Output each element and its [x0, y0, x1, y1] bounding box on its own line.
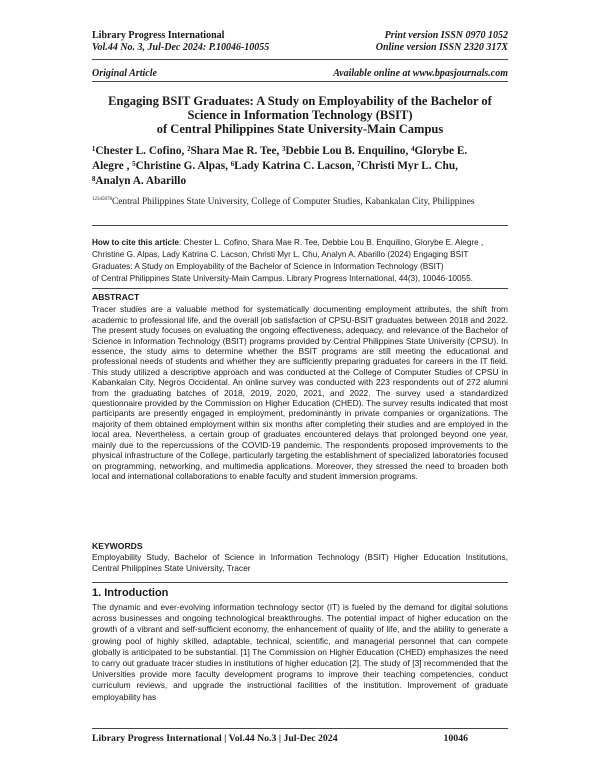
author-line: ⁸Analyn A. Abarillo: [92, 175, 187, 187]
keywords-text: Employability Study, Bachelor of Science in Information Technology (BSIT) Higher Education Institutions, Central Philippines State University, Tracer: [92, 552, 508, 573]
footer: [92, 733, 508, 744]
intro-heading: 1. Introduction: [92, 587, 169, 599]
issue-info: Vol.44 No. 3, Jul-Dec 2024: P.10046-10055: [92, 42, 270, 53]
citation-line: : Chester L. Cofino, Shara Mae R. Tee, Debbie Lou B. Enquilino, Glorybe E. Alegre ,: [178, 238, 484, 247]
keywords-rule: [92, 582, 508, 583]
affiliation-sup: 12345678: [92, 197, 112, 202]
author-line: ¹Chester L. Cofino, ²Shara Mae R. Tee, ³Debbie Lou B. Enquilino, ⁴Glorybe E.: [92, 145, 468, 157]
available-online: Available online at www.bpasjournals.com: [333, 68, 508, 79]
abstract-heading: ABSTRACT: [92, 292, 140, 302]
footer-journal: Library Progress International | Vol.44 No.3 | Jul-Dec 2024: [92, 733, 338, 744]
author-list: [92, 144, 508, 189]
meta-rule: [92, 81, 508, 82]
page-title: [92, 94, 508, 136]
intro-text: The dynamic and ever-evolving information technology sector (IT) is fueled by the demand for digital solutions across businesses and ongoing technological breakthroughs. The potential impact of higher education on the growth of a vibrant and self-sufficient economy, the enhancement of quality of life, and the ability to generate a growing pool of highly skilled, adaptable, technical, scientific, and managerial personnel that can compete globally is anticipated to be substantial. [1] The Commission on Higher Education (CHED) emphasizes the need to carry out graduate tracer studies in institutions of higher education [2]. The study of [3] recommended that the Universities provide more faculty development programs to improve their teaching competencies, conduct curriculum reviews, and upgrade the instructional facilities of the institution. Improvement of graduate employability has: [92, 602, 508, 702]
citation: [92, 237, 508, 285]
citation-line: Christine G. Alpas, Lady Katrina C. Lacson, Christi Myr L. Chu, Analyn A. Abarillo (2024) Engaging BSIT: [92, 250, 469, 259]
author-line: Alegre , ⁵Christine G. Alpas, ⁶Lady Katrina C. Lacson, ⁷Christi Myr L. Chu,: [92, 160, 458, 172]
keywords-heading: KEYWORDS: [92, 541, 143, 551]
title-line: Engaging BSIT Graduates: A Study on Employability of the Bachelor of: [108, 94, 492, 108]
citation-label: How to cite this article: [92, 238, 179, 247]
journal-name: Library Progress International: [92, 30, 225, 41]
online-issn: Online version ISSN 2320 317X: [375, 42, 508, 53]
footer-rule: [92, 728, 508, 729]
abstract: [92, 292, 508, 481]
title-line: Science in Information Technology (BSIT): [187, 108, 413, 122]
affiliation: [92, 197, 508, 207]
affiliation-text: Central Philippines State University, College of Computer Studies, Kabankalan City, Philippines: [112, 197, 475, 208]
print-issn: Print version ISSN 0970 1052: [384, 30, 508, 41]
header-rule: [92, 59, 508, 60]
affiliation-rule: [92, 225, 508, 226]
citation-line: of Central Philippines State University-Main Campus. Library Progress International, 44(3), 10046-10055.: [92, 274, 473, 283]
abstract-text: Tracer studies are a valuable method for systematically documenting employment attributes, the shift from academic to professional life, and the overall job satisfaction of CPSU-BSIT graduates between 2018 and 2022. The present study focuses on evaluating the ongoing effectiveness, adequacy, and relevance of the Bachelor of Science in Information Technology (BSIT) programs provided by Central Philippines State University (CPSU). In essence, the study aims to determine whether the BSIT programs are still meeting the educational and professional needs of students and whether they are sufficiently preparing graduates for careers in the IT field. This study utilized a descriptive approach and was conducted at the College of Computer Studies of CPSU in Kabankalan City, Negros Occidental. An online survey was conducted with 223 respondents out of 272 alumni from the graduating batches of 2018, 2019, 2020, 2021, and 2022. The survey used a standardized questionnaire provided by the Commission on Higher Education (CHED). The survey results indicated that most participants are presently engaged in employment, predominantly in private companies or organizations. The majority of them obtained employment within six months after completing their studies and are employed in the local area. Nevertheless, a certain group of graduates encountered delays that prolonged beyond one year, mainly due to the repercussions of the COVID-19 pandemic. The respondents proposed improvements to the physical infrastructure of the College, particularly targeting the establishment of specialized laboratories focused on programming, networking, and multimedia applications. Moreover, they stressed the need to broaden both local and international collaborations to enable faculty and student immersion programs.: [92, 304, 508, 481]
citation-line: Graduates: A Study on Employability of the Bachelor of Science in Information Technology (BSIT): [92, 262, 444, 271]
article-type: Original Article: [92, 68, 157, 79]
keywords: [92, 541, 508, 574]
page-number: 10046: [443, 733, 468, 744]
article-meta: [92, 68, 508, 79]
title-line: of Central Philippines State University-Main Campus: [156, 122, 444, 136]
abstract-rule-top: [92, 288, 508, 289]
